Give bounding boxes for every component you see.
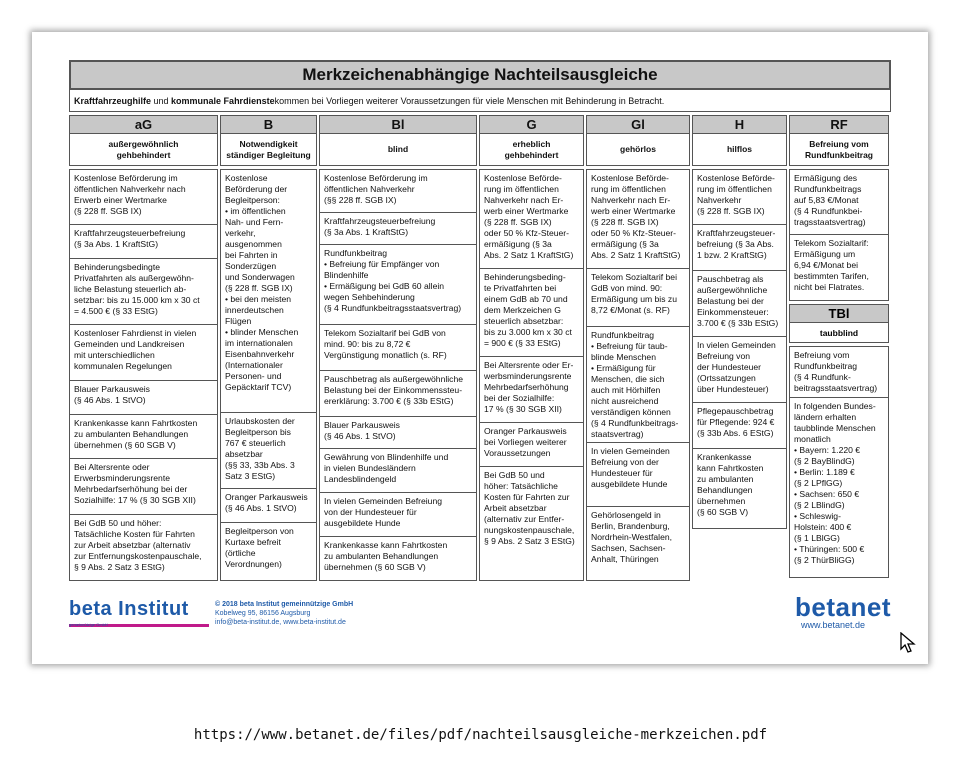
merkzeichen-table	[69, 60, 891, 581]
table-cell: Blauer Parkausweis (§ 46 Abs. 1 StVO)	[69, 381, 218, 415]
table-cell: Kostenlose Beförderung im öffentlichen Nahverkehr nach Erwerb einer Wertmarke (§ 228 ff. SGB IX)	[69, 169, 218, 225]
table-cell: Pauschbetrag als außergewöhnliche Belastung bei der Einkommenssteu- ererklärung: 3.700 € (§ 33b EStG)	[319, 371, 477, 417]
table-cell: Telekom Sozialtarif bei GdB von mind. 90: bis zu 8,72 € Vergünstigung monatlich (s. RF)	[319, 325, 477, 371]
table-cell: Rundfunkbeitrag • Befreiung für Empfänger von Blindenhilfe • Ermäßigung bei GdB 60 allein wegen Sehbehinderung (§ 4 Rundfunkbeitragsstaatsvertrag)	[319, 245, 477, 325]
document-page	[32, 32, 928, 664]
table-cell: Blauer Parkausweis (§ 46 Abs. 1 StVO)	[319, 417, 477, 449]
table-cell: Pauschbetrag als außergewöhnliche Belastung bei der Einkommensteuer: 3.700 € (§ 33b EStG)	[692, 271, 787, 337]
column-code: RF	[789, 115, 889, 134]
column-code: G	[479, 115, 584, 134]
table-cell: Krankenkasse kann Fahrtkosten zu ambulanten Behandlungen übernehmen (§ 60 SGB V)	[692, 449, 787, 529]
column-code: Bl	[319, 115, 477, 134]
columns	[69, 115, 891, 581]
page-footer	[69, 592, 891, 638]
intro-text	[69, 90, 891, 112]
intro-kfz: Kraftfahrzeughilfe	[74, 95, 152, 106]
table-cell: Befreiung vom Rundfunkbeitrag (§ 4 Rundfunk- beitragsstaatsvertrag)	[789, 346, 889, 398]
subcolumn-code: TBl	[789, 304, 889, 323]
column-label: hilflos	[692, 134, 787, 166]
table-cell: Ermäßigung des Rundfunkbeitrags auf 5,83 €/Monat (§ 4 Rundfunkbei- tragsstaatsvertrag)	[789, 169, 889, 235]
column-g	[479, 115, 584, 581]
table-cell: Begleitperson von Kurtaxe befreit (örtliche Verordnungen)	[220, 523, 317, 581]
copyright: © 2018 beta Institut gemeinnützige GmbH	[215, 601, 354, 608]
intro-rest: kommen bei Vorliegen weiterer Voraussetzungen für viele Menschen mit Behinderung in Betracht.	[274, 95, 665, 106]
table-cell: Krankenkasse kann Fahrtkosten zu ambulanten Behandlungen übernehmen (§ 60 SGB V)	[69, 415, 218, 459]
betanet-url[interactable]: www.betanet.de	[800, 620, 865, 630]
column-label: erheblich gehbehindert	[479, 134, 584, 166]
table-cell: Krankenkasse kann Fahrtkosten zu ambulanten Behandlungen übernehmen (§ 60 SGB V)	[319, 537, 477, 581]
betanet-logo: betanet	[795, 592, 891, 622]
column-h	[692, 115, 787, 581]
table-cell: Kostenloser Fahrdienst in vielen Gemeinden und Landkreisen mit unterschiedlichen kommunalen Regelungen	[69, 325, 218, 381]
table-cell: Bei GdB 50 und höher: Tatsächliche Kosten für Fahrten zur Arbeit absetzbar (alternativ zur Entfernungskostenpauschale, § 9 Abs. 2 Satz 3 EStG)	[69, 515, 218, 581]
column-label: außergewöhnlich gehbehindert	[69, 134, 218, 166]
intro-fahrdienste: kommunale Fahrdienste	[171, 95, 275, 106]
table-cell: Kostenlose Beförde- rung im öffentlichen Nahverkehr nach Er- werb einer Wertmarke (§ 228 ff. SGB IX) oder 50 % Kfz-Steuer- ermäßigung (§ 3a Abs. 2 Satz 1 KraftStG)	[479, 169, 584, 269]
column-label: gehörlos	[586, 134, 690, 166]
column-label: Notwendigkeit ständiger Begleitung	[220, 134, 317, 166]
column-code: aG	[69, 115, 218, 134]
table-cell: Kostenlose Beförde- rung im öffentlichen Nahverkehr (§ 228 ff. SGB IX)	[692, 169, 787, 225]
table-cell: In folgenden Bundes- ländern erhalten taubblinde Menschen monatlich • Bayern: 1.220 € (§ 2 BayBlindG) • Berlin: 1.189 € (§ 2 LPflGG) • Sachsen: 650 € (§ 2 LBlindG) • Schleswig- Holstein: 400 € (§ 1 LBlGG) • Thüringen: 500 € (§ 2 ThürBliGG)	[789, 398, 889, 578]
table-cell: Kostenlose Beförderung der Begleitperson: • im öffentlichen Nah- und Fern- verkehr, ausgenommen bei Fahrten in Sonderzügen und Sonderwagen (§ 228 ff. SGB IX) • bei den meisten innerdeutschen Flügen • blinder Menschen im internationalen Eisenbahnverkehr (Internationaler Personen- und Gepäcktarif TCV)	[220, 169, 317, 413]
column-code: B	[220, 115, 317, 134]
column-label: Befreiung vom Rundfunkbeitrag	[789, 134, 889, 166]
table-cell: Rundfunkbeitrag • Befreiung für taub- blinde Menschen • Ermäßigung für Menschen, die sich auch mit Hörhilfen nicht ausreichend verständigen können (§ 4 Rundfunkbeitrags- staatsvertrag)	[586, 327, 690, 443]
table-cell: Kostenlose Beförde- rung im öffentlichen Nahverkehr nach Er- werb einer Wertmarke (§ 228 ff. SGB IX) oder 50 % Kfz-Steuer- ermäßigung (§ 3a Abs. 2 Satz 1 KraftStG)	[586, 169, 690, 269]
column-code: H	[692, 115, 787, 134]
table-cell: Behinderungsbedingte Privatfahrten als außergewöhn- liche Belastung steuerlich ab- setzbar: bis zu 15.000 km x 30 ct = 4.500 € (§ 33 EStG)	[69, 259, 218, 325]
table-cell: In vielen Gemeinden Befreiung von der Hundesteuer für ausgebildete Hunde	[319, 493, 477, 537]
table-cell: Kraftfahrzeugsteuer- befreiung (§ 3a Abs. 1 bzw. 2 KraftStG)	[692, 225, 787, 271]
table-cell: Telekom Sozialtarif bei GdB von mind. 90: Ermäßigung um bis zu 8,72 €/Monat (s. RF)	[586, 269, 690, 327]
contact[interactable]: info@beta-institut.de, www.beta-institut.de	[215, 619, 346, 626]
mouse-cursor-icon	[900, 632, 916, 654]
column-b	[220, 115, 317, 581]
table-cell: Kraftfahrzeugsteuerbefreiung (§ 3a Abs. 1 KraftStG)	[319, 213, 477, 245]
table-cell: In vielen Gemeinden Befreiung von der Hundesteuer für ausgebildete Hunde	[586, 443, 690, 507]
table-cell: Bei GdB 50 und höher: Tatsächliche Kosten für Fahrten zur Arbeit absetzbar (alternativ zur Entfer- nungskostenpauschale, § 9 Abs. 2 Satz 3 EStG)	[479, 467, 584, 581]
subcolumn-label: taubblind	[789, 323, 889, 343]
publisher-info	[215, 600, 353, 627]
table-cell: Behinderungsbeding- te Privatfahrten bei einem GdB ab 70 und dem Merkzeichen G steuerlich absetzbar: bis zu 3.000 km x 30 ct = 900 € (§ 33 EStG)	[479, 269, 584, 357]
table-cell: Bei Altersrente oder Erwerbsminderungsrente Mehrbedarfserhöhung bei der Sozialhilfe: 17 % (§ 30 SGB XII)	[69, 459, 218, 515]
column-ag	[69, 115, 218, 581]
column-bl	[319, 115, 477, 581]
table-cell: Kraftfahrzeugsteuerbefreiung (§ 3a Abs. 1 KraftStG)	[69, 225, 218, 259]
table-cell: Bei Altersrente oder Er- werbsminderungsrente Mehrbedarfserhöhung bei der Sozialhilfe: 17 % (§ 30 SGB XII)	[479, 357, 584, 423]
table-cell: In vielen Gemeinden Befreiung von der Hundesteuer (Ortssatzungen über Hundesteuer)	[692, 337, 787, 403]
table-cell: Oranger Parkausweis (§ 46 Abs. 1 StVO)	[220, 489, 317, 523]
column-rf	[789, 115, 889, 581]
table-cell: Urlaubskosten der Begleitperson bis 767 € steuerlich absetzbar (§§ 33, 33b Abs. 3 Satz 3 EStG)	[220, 413, 317, 489]
page-title: Merkzeichenabhängige Nachteilsausgleiche	[69, 60, 891, 90]
table-cell: Kostenlose Beförderung im öffentlichen Nahverkehr (§§ 228 ff. SGB IX)	[319, 169, 477, 213]
column-label: blind	[319, 134, 477, 166]
table-cell: Oranger Parkausweis bei Vorliegen weiterer Voraussetzungen	[479, 423, 584, 467]
beta-institut-logo: beta Institut	[69, 598, 189, 620]
source-url: https://www.betanet.de/files/pdf/nachteilsausgleiche-merkzeichen.pdf	[193, 727, 768, 743]
table-cell: Gewährung von Blindenhilfe und in vielen Bundesländern Landesblindengeld	[319, 449, 477, 493]
column-code: Gl	[586, 115, 690, 134]
intro-and: und	[151, 95, 172, 106]
column-gl	[586, 115, 690, 581]
table-cell: Gehörlosengeld in Berlin, Brandenburg, Nordrhein-Westfalen, Sachsen, Sachsen- Anhalt, Thüringen	[586, 507, 690, 581]
table-cell: Telekom Sozialtarif: Ermäßigung um 6,94 €/Monat bei bestimmten Tarifen, nicht bei Flatrates.	[789, 235, 889, 301]
table-cell: Pflegepauschbetrag für Pflegende: 924 € (§ 33b Abs. 6 EStG)	[692, 403, 787, 449]
beta-institut-logo-subtitle: gemeinnützige GmbH	[69, 622, 108, 627]
address: Kobelweg 95, 86156 Augsburg	[215, 610, 311, 617]
